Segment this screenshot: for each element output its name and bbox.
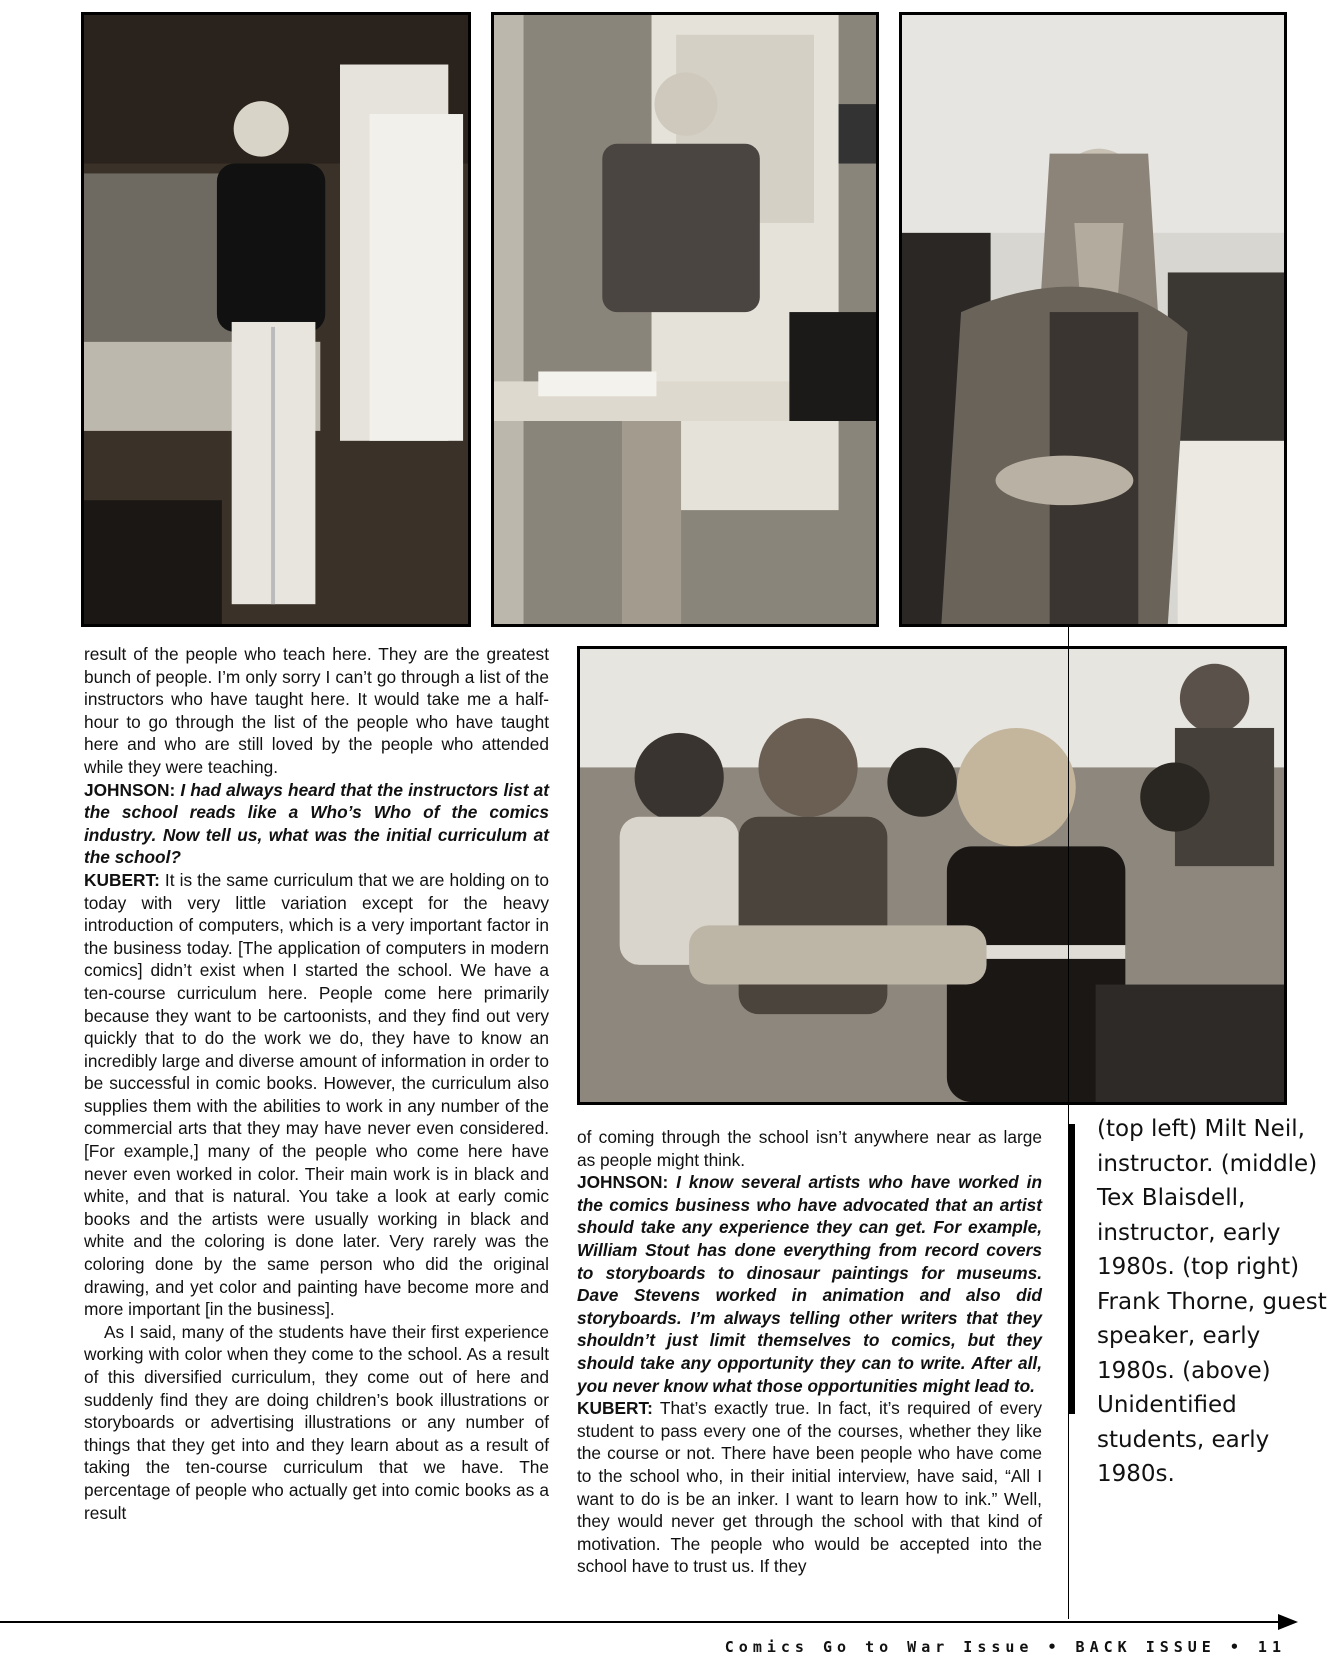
guest-speaker-photo [902, 15, 1284, 624]
paragraph [84, 779, 549, 869]
photo-top-right [899, 12, 1287, 627]
question-text: I know several artists who have worked in the comics business who have advocated that an artist should take any experience they can get. For example, William Stout has done everything from record covers to storyboards to dinosaur paintings for museums. Dave Stevens worked in animation and also did storyboards. I’m always telling other writers that they shouldn’t just limit themselves to comics, but they should take any opportunity they can to write. After all, you never know what those opportunities might lead to. [577, 1172, 1042, 1396]
speaker-label: JOHNSON: [577, 1172, 669, 1193]
paragraph: As I said, many of the students have their first experience working with color when they come to the school. As a result of this diversified curriculum, they come out of here and suddenly find they are doing children’s book illustrations or storyboards or advertising illustrations or any number of things that they get into and they learn about as a result of taking the ten-course curriculum that we have. The percentage of people who actually get into comic books as a result [84, 1321, 549, 1523]
speaker-label: KUBERT: [84, 869, 160, 890]
question-text: I had always heard that the instructors list at the school reads like a Who’s Who of the comics industry. Now tell us, what was the initial curriculum at the school? [84, 779, 549, 868]
photo-students [577, 646, 1287, 1105]
photo-top-middle [491, 12, 879, 627]
speaker-label: KUBERT: [577, 1398, 653, 1419]
paragraph [577, 1171, 1042, 1397]
answer-text: It is the same curriculum that we are holding on to today with very little variation except for the heavy introduction of computers, which is a very important factor in the business today. [The application of computers in modern comics] didn’t exist when I started the school. We have a ten-course curriculum here. People come here primarily because they want to be cartoonists, and they find out very quickly that to do the work we do, they have to know an incredibly large and diverse amount of information in order to be successful in comic books. However, the curriculum also supplies them with the abilities to work in any number of the commercial arts that they may have never even considered. [For example,] many of the people who come here have never even worked in color. Their main work is in black and white, and that is natural. You take a look at early comic books and the artists were usually working in black and white and the coloring is done later. Very rarely was the coloring done by the same person who did the original drawing, and yet color and painting have become more and more important [in the business]. [84, 869, 549, 1320]
answer-text: That’s exactly true. In fact, it’s required of every student to pass every one of the courses, whether they like the course or not. There have been people who have come to the school who, in their initial interview, have said, “All I want to do is be an inker. I want to learn how to ink.” Well, they would never get through the school with that kind of motivation. The people who would be accepted into the school have to trust us. If they [577, 1398, 1042, 1577]
footer-rule [0, 1621, 1282, 1623]
column-divider [1068, 627, 1069, 1619]
page-footer: Comics Go to War Issue • BACK ISSUE • 11 [724, 1638, 1286, 1656]
paragraph [84, 869, 549, 1321]
arrow-right-icon [1278, 1614, 1298, 1630]
caption-bar [1068, 1124, 1075, 1414]
instructor-at-easel-photo [84, 15, 468, 624]
paragraph [577, 1397, 1042, 1578]
photo-caption: (top left) Milt Neil, instructor. (middle) Tex Blaisdell, instructor, early 1980s. (top right) Frank Thorne, guest speaker, early 1980s. (above) Unidentified students, early 1980s. [1097, 1116, 1327, 1487]
speaker-label: JOHNSON: [84, 779, 176, 800]
photo-top-left [81, 12, 471, 627]
article-column-left [84, 643, 549, 1524]
article-column-middle [577, 1126, 1042, 1578]
paragraph: result of the people who teach here. They are the greatest bunch of people. I’m only sorry I can’t go through a list of the instructors who have taught here. It would take me a half-hour to go through the list of the people who have taught here and who are still loved by the people who attended while they were teaching. [84, 644, 549, 777]
paragraph: of coming through the school isn’t anywhere near as large as people might think. [577, 1127, 1042, 1170]
students-seated-photo [580, 649, 1284, 1102]
instructor-at-drawing-table-photo [494, 15, 876, 624]
